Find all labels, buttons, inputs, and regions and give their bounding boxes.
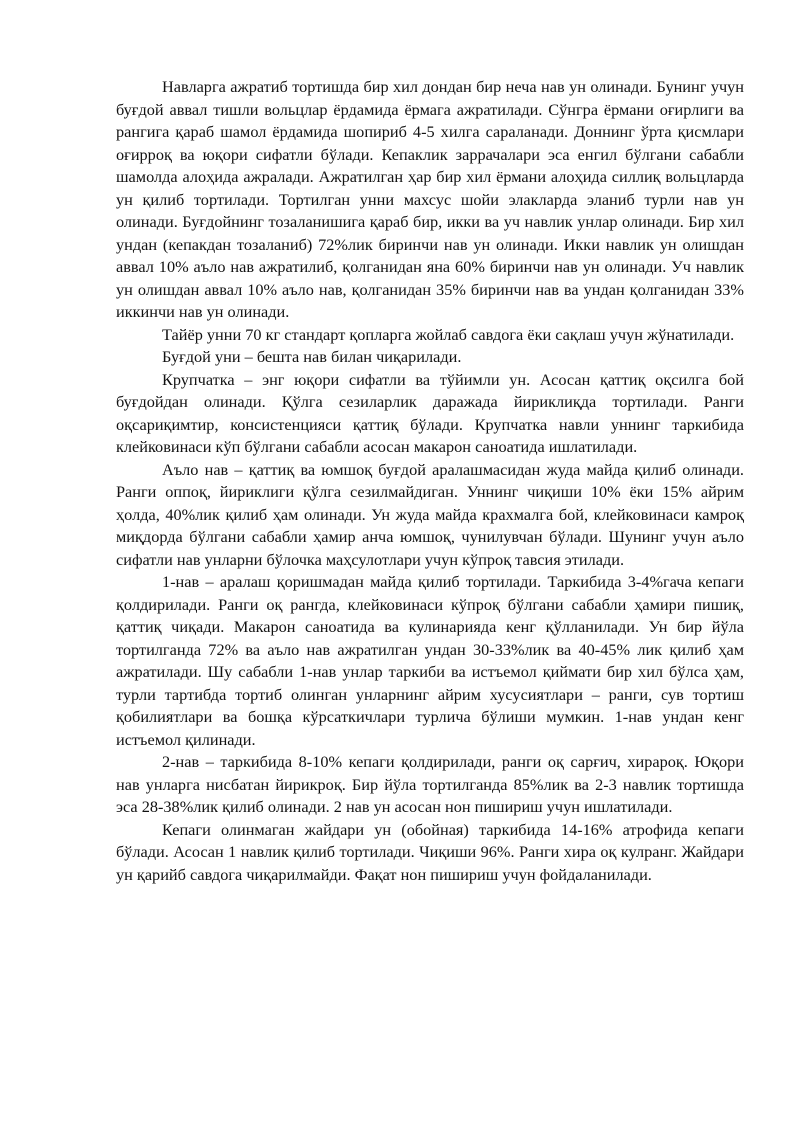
- paragraph-wholemeal-flour: Кепаги олинмаган жайдари ун (обойная) таркибида 14-16% атрофида кепаги бўлади. Асосан 1 навлик қилиб тортилади. Чиқиши 96%. Ранги хира оқ кулранг. Жайдари ун қарийб савдога чиқарилмайди. Фақат нон пишириш учун фойдаланилади.: [116, 819, 744, 884]
- paragraph-grading-process: Навларга ажратиб тортишда бир хил дондан бир неча нав ун олинади. Бунинг учун буғдой аввал тишли вольцлар ёрдамида ёрмага ажратилади. Сўнгра ёрмани оғирлиги ва рангига қараб шамол ёрдамида шопириб 4-5 хилга сараланади. Доннинг ўрта қисмлари оғирроқ ва юқори сифатли бўлади. Кепаклик заррачалари эса енгил бўлгани сабабли шамолда алоҳида ажралади. Ажратилган ҳар бир хил ёрмани алоҳида силлиқ вольцларда ун қилиб тортилади. Тортилган унни махсус шойи элакларда эланиб турли нав ун олинади. Буғдойнинг тозаланишига қараб бир, икки ва уч навлик унлар олинади. Бир хил ундан (кепакдан тозаланиб) 72%лик биринчи нав ун олинади. Икки навлик ун олишдан аввал 10% аъло нав ажратилиб, қолганидан яна 60% биринчи нав ун олинади. Уч навлик ун олишдан аввал 10% аъло нав, қолганидан 35% биринчи нав ва ундан қолганидан 33% иккинчи нав ун олинади.: [116, 77, 744, 321]
- paragraph-wheat-flour-grades: Буғдой уни – бешта нав билан чиқарилади.: [162, 347, 462, 366]
- paragraph-krupchatka: Крупчатка – энг юқори сифатли ва тўйимли ун. Асосан қаттиқ оқсилга бой буғдойдан олинади. Қўлга сезиларлик даражада йириклиқда тортилади. Ранги оқсариқимтир, консистенцияси қаттиқ бўлади. Крупчатка навли уннинг таркибида клейковинаси кўп бўлгани сабабли асосан макарон саноатида ишлатилади.: [116, 369, 744, 456]
- paragraph-packaging: Тайёр унни 70 кг стандарт қопларга жойлаб савдога ёки сақлаш учун жўнатилади.: [162, 324, 735, 344]
- paragraph-premium-grade: Аъло нав – қаттиқ ва юмшоқ буғдой аралашмасидан жуда майда қилиб олинади. Ранги оппоқ, йириклиги қўлга сезилмайдиган. Уннинг чиқиши 10% ёки 15% айрим ҳолда, 40%лик қилиб ҳам олинади. Ун жуда майда крахмалга бой, клейковинаси камроқ миқдорда бўлгани сабабли ҳамир анча юмшоқ, чунилувчан бўлади. Шунинг учун аъло сифатли нав унларни бўлочка маҳсулотлари учун кўпроқ тавсия этилади.: [116, 459, 744, 569]
- document-page: [116, 76, 744, 886]
- paragraph-second-grade: 2-нав – таркибида 8-10% кепаги қолдирилади, ранги оқ сарғич, хирароқ. Юқори нав унларга нисбатан йирикроқ. Бир йўла тортилганда 85%лик ва 2-3 навлик тортишда эса 28-38%лик қилиб олинади. 2 нав ун асосан нон пишириш учун ишлатилади.: [116, 752, 744, 816]
- paragraph-first-grade: 1-нав – аралаш қоришмадан майда қилиб тортилади. Таркибида 3-4%гача кепаги қолдирилади. Ранги оқ рангда, клейковинаси кўпроқ бўлгани сабабли ҳамири пишиқ, қаттиқ чиқади. Макарон саноатида ва кулинарияда кенг қўлланилади. Ун бир йўла тортилганда 72% ва аъло нав ажратилган ундан 30-33%лик ва 40-45% лик қилиб ҳам ажратилади. Шу сабабли 1-нав унлар таркиби ва истъемол қиймати бир хил бўлса ҳам, турли тартибда тортиб олинган унларнинг айрим хусусиятлари – ранги, сув тортиш қобилиятлари ва бошқа кўрсаткичлари турлича бўлиши мумкин. 1-нав ундан кенг истъемол қилинади.: [116, 572, 744, 749]
